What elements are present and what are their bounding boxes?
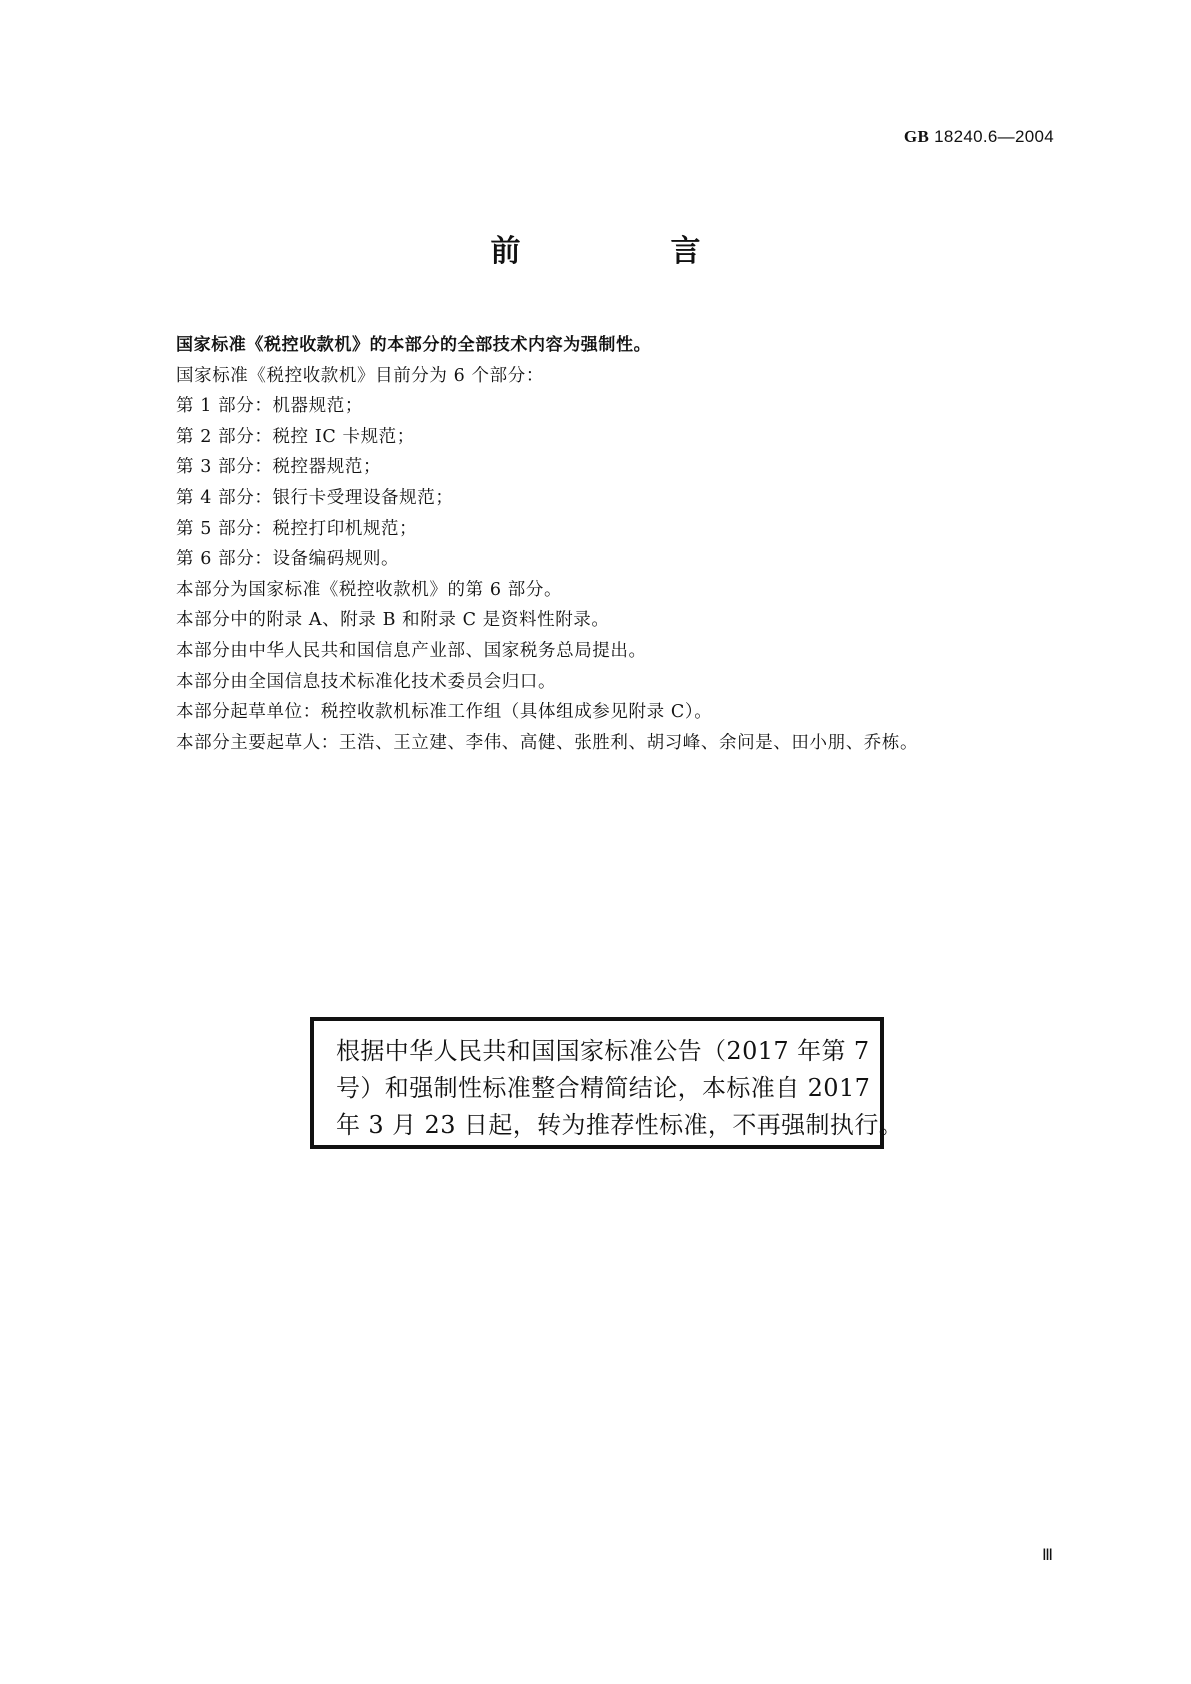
notice-line: 根据中华人民共和国国家标准公告（2017 年第 7 [336, 1037, 870, 1065]
part-list-item: 第 3 部分：税控器规范； [176, 457, 382, 478]
part-list-item: 第 2 部分：税控 IC 卡规范； [176, 426, 415, 447]
paragraph-parts-intro: 国家标准《税控收款机》目前分为 6 个部分： [176, 365, 544, 386]
foreword-body [176, 330, 1036, 758]
standard-number [904, 127, 1054, 147]
part-list-item: 第 1 部分：机器规范； [176, 396, 363, 417]
page-title: 前 言 [490, 234, 761, 269]
standard-code: 18240.6—2004 [934, 127, 1054, 146]
notice-line: 年 3 月 23 日起，转为推荐性标准，不再强制执行。 [336, 1111, 904, 1139]
paragraph: 本部分起草单位：税控收款机标准工作组（具体组成参见附录 C）。 [176, 702, 713, 723]
part-list-item: 第 4 部分：银行卡受理设备规范； [176, 487, 454, 508]
page-number: Ⅲ [1041, 1547, 1053, 1564]
paragraph: 本部分为国家标准《税控收款机》的第 6 部分。 [176, 579, 563, 600]
paragraph: 本部分由全国信息技术标准化技术委员会归口。 [176, 671, 557, 692]
paragraph: 本部分主要起草人：王浩、王立建、李伟、高健、张胜利、胡习峰、余问是、田小朋、乔栋。 [176, 732, 919, 753]
part-list-item: 第 6 部分：设备编码规则。 [176, 549, 400, 570]
part-list-item: 第 5 部分：税控打印机规范； [176, 518, 418, 539]
standard-prefix: GB [903, 127, 930, 146]
notice-line: 号）和强制性标准整合精简结论，本标准自 2017 [336, 1074, 871, 1102]
notice-box [310, 1017, 904, 1149]
mandatory-statement: 国家标准《税控收款机》的本部分的全部技术内容为强制性。 [176, 335, 652, 355]
paragraph: 本部分由中华人民共和国信息产业部、国家税务总局提出。 [176, 640, 647, 661]
paragraph: 本部分中的附录 A、附录 B 和附录 C 是资料性附录。 [176, 610, 610, 631]
